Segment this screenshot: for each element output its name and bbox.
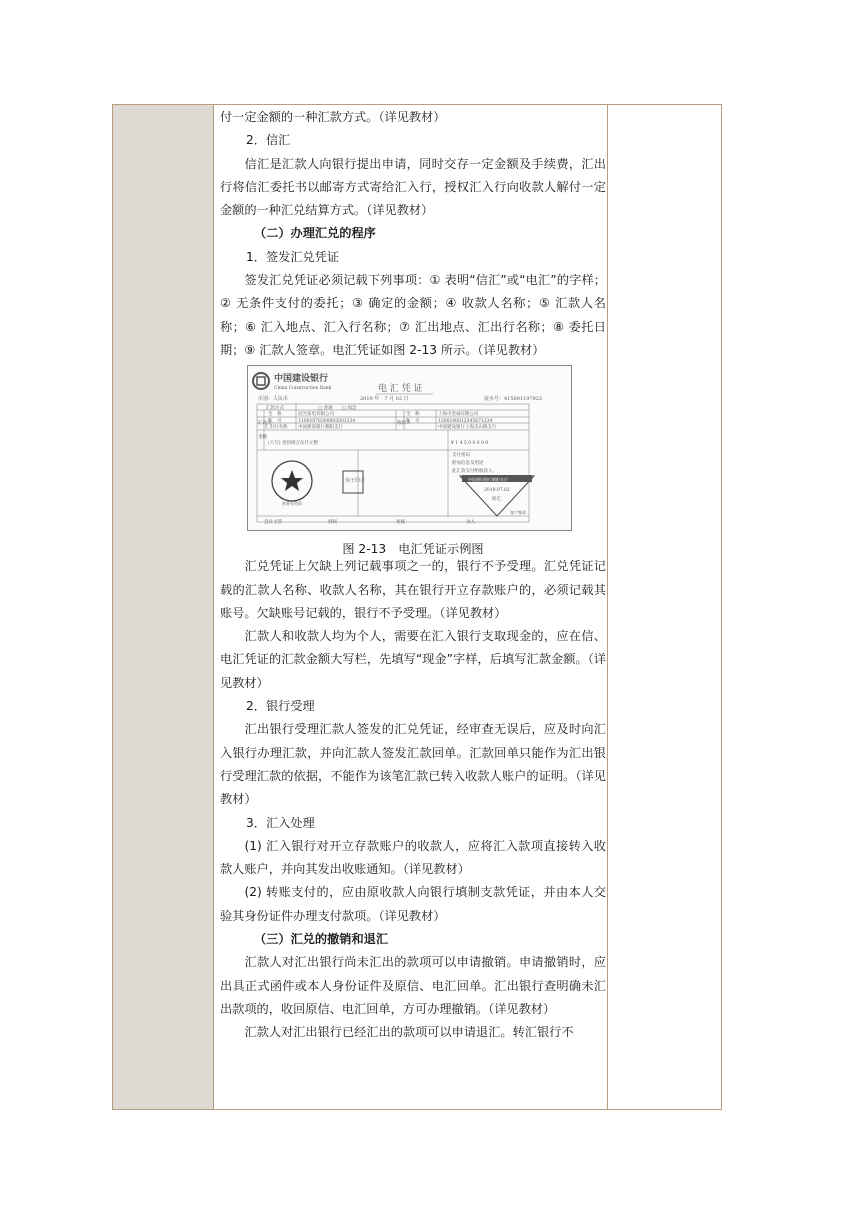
ccb-logo-icon — [253, 373, 269, 389]
footer-label-authorize: 授权 — [328, 520, 337, 526]
left-column — [113, 105, 214, 1109]
figure-caption: 图 2-13 电汇凭证示例图 — [342, 542, 484, 557]
voucher-title: 电 汇 凭 证 — [378, 384, 423, 395]
paragraph: 汇款人和收款人均为个人，需要在汇入银行支取现金的，应在信、电汇凭证的汇款金额大写栏，先填写“现金”字样，后填写汇款金额。（详见教材） — [220, 629, 606, 690]
section-item-title: 2．银行受理 — [246, 699, 315, 714]
personal-seal-text: 伟王印立 — [345, 478, 366, 485]
paragraph: (1) 汇入银行对开立存款账户的收款人，应将汇入款项直接转入收款人账户，并向其发出收账通知。（详见教材） — [220, 838, 606, 877]
payee-name: 上海市金诚有限公司 — [438, 412, 479, 418]
bank-stamp-name: 中国建设银行朝阳支行 — [468, 477, 508, 483]
footer-label-entry: 录入 — [466, 520, 475, 526]
paragraph: 付一定金额的一种汇款方式。（详见教材） — [220, 110, 446, 124]
urgency: □ 普通 □ 加急 — [318, 406, 357, 412]
paragraph: 汇款人对汇出银行已经汇出的款项可以申请退汇。转汇银行不 — [244, 1025, 574, 1040]
paragraph: 汇款人对汇出银行尚未汇出的款项可以申请撤销。申请撤销时，应出具正式函件或本人身份证件及原信、电汇回单。汇出银行查明确未汇出款项的，收回原信、电汇回单，方可办理撤销。（详见教材） — [220, 955, 606, 1016]
bank-stamp-word: 转讫 — [492, 497, 501, 503]
right-column — [607, 105, 721, 1109]
footer-label-accounting: 会计主管 — [264, 520, 282, 526]
paragraph: 信汇是汇款人向银行提出申请，同时交存一定金额及手续费，汇出行将信汇委托书以邮寄方式寄给汇入行，授权汇入行向收款人解付一定金额的一种汇兑结算方式。（详见教材） — [220, 156, 606, 218]
payer-name: 冠光家电有限公司 — [298, 412, 334, 418]
section-heading: （二）办理汇兑的程序 — [254, 226, 376, 241]
document-body — [220, 106, 606, 1045]
section-item-title: 3．汇入处理 — [246, 815, 315, 830]
payee-full-name-label: 全 称 — [406, 412, 420, 418]
remit-method-label: 汇款方式 — [266, 406, 284, 412]
serial-number: 流水号：415001197922 — [484, 396, 543, 403]
pay-password-label: 支付密码 — [452, 453, 470, 459]
full-name-label: 全 称 — [268, 412, 282, 418]
payer-label: 汇款人 — [258, 421, 272, 427]
payee-bank: 中国建设银行上海支山路支行 — [438, 425, 497, 431]
paragraph: 汇兑凭证上欠缺上列记载事项之一的，银行不予受理。汇兑凭证记载的汇款人名称、收款人名称，其在银行开立存款账户的，必须记载其账号。欠缺账号记载的，银行不予受理。（详见教材） — [220, 559, 606, 620]
amount-digits: ¥ 1 4 5 0 0 0 0 0 — [451, 441, 489, 447]
date: 2019 年 7 月 02 日 — [360, 396, 409, 403]
section-item-title: 2．信汇 — [246, 133, 291, 148]
section-heading: （三）汇兑的撤销和退汇 — [254, 932, 389, 947]
additional-info-label: 附加信息及用途 — [452, 461, 484, 467]
account-label: 账 号 — [268, 419, 282, 425]
figure-2-13 — [220, 365, 606, 555]
company-seal-icon — [272, 461, 312, 501]
paragraph: 汇出银行受理汇款人签发的汇兑凭证，经审查无误后，应及时向汇入银行办理汇款，并向汇款人签发汇款回单。汇款回单只能作为汇出银行受理汇款的依据，不能作为该笔汇款已转入收款人账户的证明。（详见教材） — [220, 722, 606, 807]
payee-label: 收款人 — [397, 421, 411, 427]
bank-stamp-date: 2019.07.02 — [484, 488, 510, 494]
paragraph: 签发汇兑凭证必须记载下列事项：① 表明“信汇”或“电汇”的字样；② 无条件支付的委托；③ 确定的金额；④ 收款人名称；⑤ 汇款人名称；⑥ 汇入地点、汇入行名称；⑦ 汇出地点、汇出行名称；⑧ 委托日期；⑨ 汇款人签章。电汇凭证如图 2-13 所示。（详见教材） — [220, 273, 606, 357]
paragraph: (2) 转账支付的，应由原收款人向银行填制支款凭证，并由本人交验其身份证件办理支付款项。（详见教材） — [220, 885, 606, 923]
company-seal-text: 财务专用章 — [282, 501, 302, 507]
payee-account-label: 账 号 — [406, 419, 420, 425]
wire-transfer-voucher-image — [247, 365, 572, 531]
client-signature-label: 客户签章 — [510, 510, 526, 516]
bank-label: 汇出行名称 — [265, 425, 288, 431]
currency: 币别：人民币 — [258, 396, 289, 403]
footer-label-review: 复核 — [396, 520, 405, 526]
section-item-title: 1．签发汇兑凭证 — [246, 249, 340, 264]
debit-note: 此汇款支付给收款人。 — [452, 469, 497, 475]
payee-account: 1200100012345671234 — [438, 419, 493, 425]
amount-words: (大写) 壹拾肆万伍仟元整 — [268, 441, 318, 447]
bank-name-en: China Construction Bank — [274, 386, 332, 392]
amount-label: 金额 — [258, 435, 267, 441]
payer-bank: 中国建设银行朝阳支行 — [298, 425, 343, 431]
payer-account: 110010783000050012​34 — [298, 419, 356, 425]
bank-name: 中国建设银行 — [274, 374, 329, 385]
